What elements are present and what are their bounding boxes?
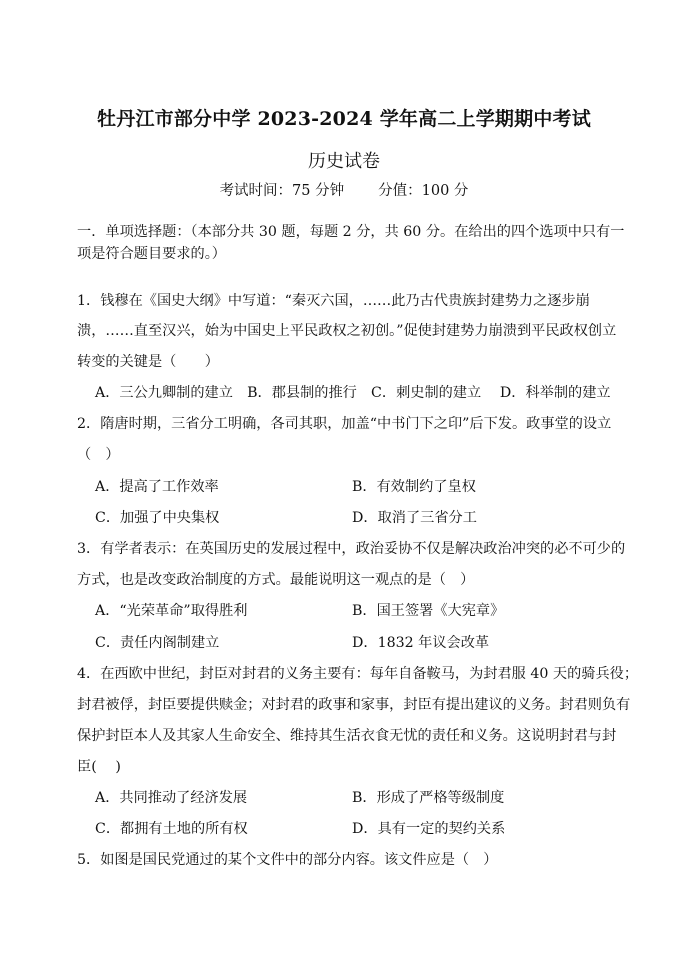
question-3-option-b: B．国王签署《大宪章》 bbox=[352, 603, 505, 619]
exam-meta bbox=[0, 179, 688, 200]
question-2-option-a: A．提高了工作效率 bbox=[95, 479, 219, 495]
question-1-line-1: 1．钱穆在《国史大纲》中写道：“秦灭六国，……此乃古代贵族封建势力之逐步崩 bbox=[77, 293, 590, 309]
question-1-line-3: 转变的关键是（ ） bbox=[77, 354, 219, 370]
question-3-option-a: A．“光荣革命”取得胜利 bbox=[95, 603, 248, 619]
question-4-option-b: B．形成了严格等级制度 bbox=[352, 790, 505, 806]
exam-score: 分值：100 分 bbox=[378, 183, 469, 199]
question-2-option-d: D．取消了三省分工 bbox=[352, 510, 477, 526]
question-1-options: A．三公九卿制的建立 B．郡县制的推行 C．刺史制的建立 D．科举制的建立 bbox=[95, 385, 611, 401]
question-1-line-2: 溃，……直至汉兴，始为中国史上平民政权之初创。”促使封建势力崩溃到平民政权创立 bbox=[77, 323, 617, 339]
question-4-line-4: 臣( ) bbox=[77, 759, 121, 775]
question-5-line-1: 5．如图是国民党通过的某个文件中的部分内容。该文件应是（ ） bbox=[77, 852, 498, 868]
section-instructions-line-1: 一．单项选择题：（本部分共 30 题，每题 2 分，共 60 分。在给出的四个选项中只有一 bbox=[77, 224, 625, 240]
section-instructions-line-2: 项是符合题目要求的。） bbox=[77, 246, 226, 262]
question-2-option-c: C．加强了中央集权 bbox=[95, 510, 220, 526]
question-3-option-d: D．1832 年议会改革 bbox=[352, 635, 490, 651]
question-4-line-1: 4．在西欧中世纪，封臣对封君的义务主要有：每年自备鞍马，为封君服 40 天的骑兵役； bbox=[77, 666, 639, 682]
question-3-line-1: 3．有学者表示：在英国历史的发展过程中，政治妥协不仅是解决政治冲突的必不可少的 bbox=[77, 541, 626, 557]
question-4-line-2: 封君被俘，封臣要提供赎金；对封君的政事和家事，封臣有提出建议的义务。封君则负有 bbox=[77, 697, 631, 713]
question-3-option-c: C．责任内阁制建立 bbox=[95, 635, 220, 651]
exam-title: 牡丹江市部分中学 2023-2024 学年高二上学期期中考试 bbox=[97, 108, 591, 130]
exam-subtitle: 历史试卷 bbox=[308, 151, 380, 172]
question-4-option-a: A．共同推动了经济发展 bbox=[95, 790, 248, 806]
question-4-option-d: D．具有一定的契约关系 bbox=[352, 821, 506, 837]
question-2-line-2: （ ） bbox=[77, 447, 120, 463]
exam-time: 考试时间：75 分钟 bbox=[219, 183, 345, 199]
question-3-line-2: 方式，也是改变政治制度的方式。最能说明这一观点的是（ ） bbox=[77, 572, 475, 588]
question-4-option-c: C．都拥有土地的所有权 bbox=[95, 821, 248, 837]
question-2-line-1: 2．隋唐时期，三省分工明确，各司其职，加盖“中书门下之印”后下发。政事堂的设立 bbox=[77, 416, 612, 432]
question-4-line-3: 保护封臣本人及其家人生命安全、维持其生活衣食无忧的责任和义务。这说明封君与封 bbox=[77, 728, 617, 744]
question-2-option-b: B．有效制约了皇权 bbox=[352, 479, 476, 495]
